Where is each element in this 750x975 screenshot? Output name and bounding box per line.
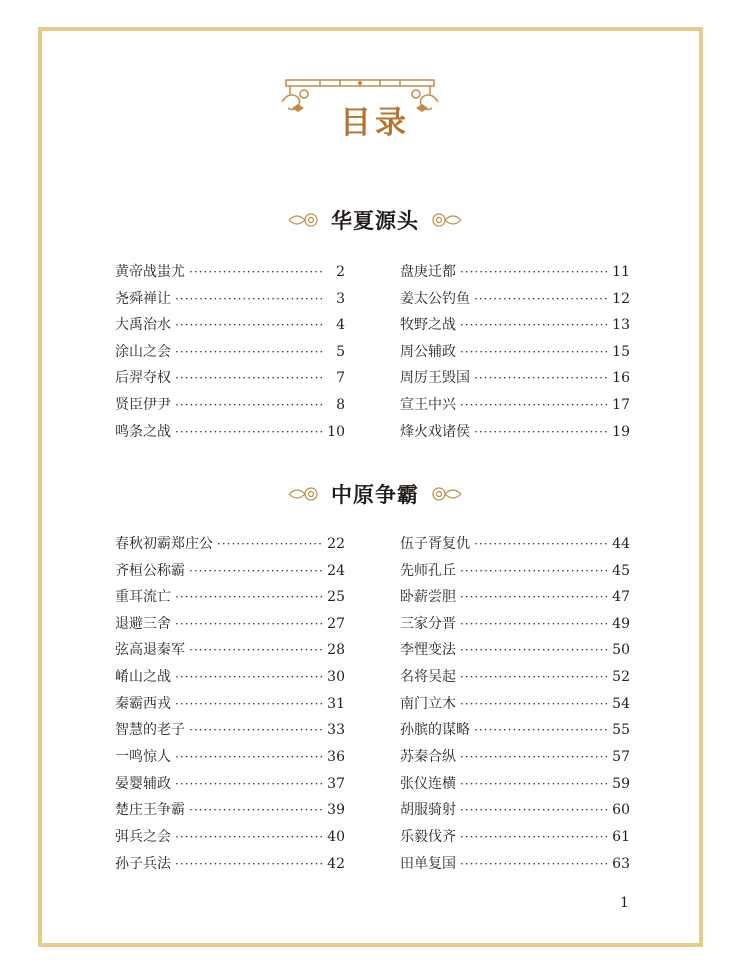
- toc-entry[interactable]: 智慧的老子 ····· 33: [115, 720, 345, 740]
- toc-entry[interactable]: 弦高退秦军 ····· 28: [115, 640, 345, 660]
- toc-entry[interactable]: 楚庄王争霸 ····· 39: [115, 800, 345, 820]
- toc-entry[interactable]: 孙子兵法 ····· 42: [115, 854, 345, 874]
- toc-entry[interactable]: 田单复国 ····· 63: [400, 854, 630, 874]
- rosette-left-icon: [287, 209, 323, 231]
- section-heading-1: [0, 205, 750, 235]
- rosette-right-icon: [427, 483, 463, 505]
- toc-entry[interactable]: 一鸣惊人 ····· 36: [115, 747, 345, 767]
- toc-entry[interactable]: 三家分晋 ····· 49: [400, 614, 630, 634]
- toc-entry[interactable]: 乐毅伐齐 ····· 61: [400, 827, 630, 847]
- section-heading-2: [0, 479, 750, 509]
- toc-entry[interactable]: 涂山之会 ····· 5: [115, 342, 345, 362]
- toc-entry[interactable]: 宣王中兴 ····· 17: [400, 395, 630, 415]
- toc-entry[interactable]: 孙膑的谋略 ····· 55: [400, 720, 630, 740]
- toc-entry[interactable]: 卧薪尝胆 ····· 47: [400, 587, 630, 607]
- toc-entry[interactable]: 晏婴辅政 ····· 37: [115, 774, 345, 794]
- toc-entry[interactable]: 弭兵之会 ····· 40: [115, 827, 345, 847]
- toc-entry[interactable]: 盘庚迁都 ····· 11: [400, 262, 630, 282]
- rosette-left-icon: [287, 483, 323, 505]
- toc-entry[interactable]: 姜太公钓鱼 ····· 12: [400, 289, 630, 309]
- toc-entry[interactable]: 周公辅政 ····· 15: [400, 342, 630, 362]
- toc-entry[interactable]: 春秋初霸郑庄公 ····· 22: [115, 534, 345, 554]
- toc-entry[interactable]: 贤臣伊尹 ····· 8: [115, 395, 345, 415]
- toc-entry[interactable]: 先师孔丘 ····· 45: [400, 561, 630, 581]
- toc-entry[interactable]: 重耳流亡 ····· 25: [115, 587, 345, 607]
- toc-entry[interactable]: 齐桓公称霸 ····· 24: [115, 561, 345, 581]
- section-title: 中原争霸: [331, 482, 419, 507]
- toc-entry[interactable]: 南门立木 ····· 54: [400, 694, 630, 714]
- page-title: 目录: [340, 105, 410, 141]
- toc-entry[interactable]: 崤山之战 ····· 30: [115, 667, 345, 687]
- toc-entry[interactable]: 鸣条之战 ····· 10: [115, 422, 345, 442]
- toc-entry[interactable]: 大禹治水 ····· 4: [115, 315, 345, 335]
- toc-entry[interactable]: 牧野之战 ····· 13: [400, 315, 630, 335]
- section-title: 华夏源头: [331, 208, 419, 233]
- rosette-right-icon: [427, 209, 463, 231]
- page-number: 1: [620, 895, 629, 911]
- toc-entry[interactable]: 黄帝战蚩尤 ····· 2: [115, 262, 345, 282]
- toc-entry[interactable]: 伍子胥复仇 ····· 44: [400, 534, 630, 554]
- toc-entry[interactable]: 尧舜禅让 ····· 3: [115, 289, 345, 309]
- toc-entry[interactable]: 周厉王毁国 ····· 16: [400, 368, 630, 388]
- toc-entry[interactable]: 胡服骑射 ····· 60: [400, 800, 630, 820]
- toc-entry[interactable]: 退避三舍 ····· 27: [115, 614, 345, 634]
- toc-entry[interactable]: 后羿夺权 ····· 7: [115, 368, 345, 388]
- toc-entry[interactable]: 名将吴起 ····· 52: [400, 667, 630, 687]
- toc-entry[interactable]: 烽火戏诸侯 ····· 19: [400, 422, 630, 442]
- toc-entry[interactable]: 张仪连横 ····· 59: [400, 774, 630, 794]
- toc-entry[interactable]: 秦霸西戎 ····· 31: [115, 694, 345, 714]
- toc-entry[interactable]: 苏秦合纵 ····· 57: [400, 747, 630, 767]
- toc-entry[interactable]: 李悝变法 ····· 50: [400, 640, 630, 660]
